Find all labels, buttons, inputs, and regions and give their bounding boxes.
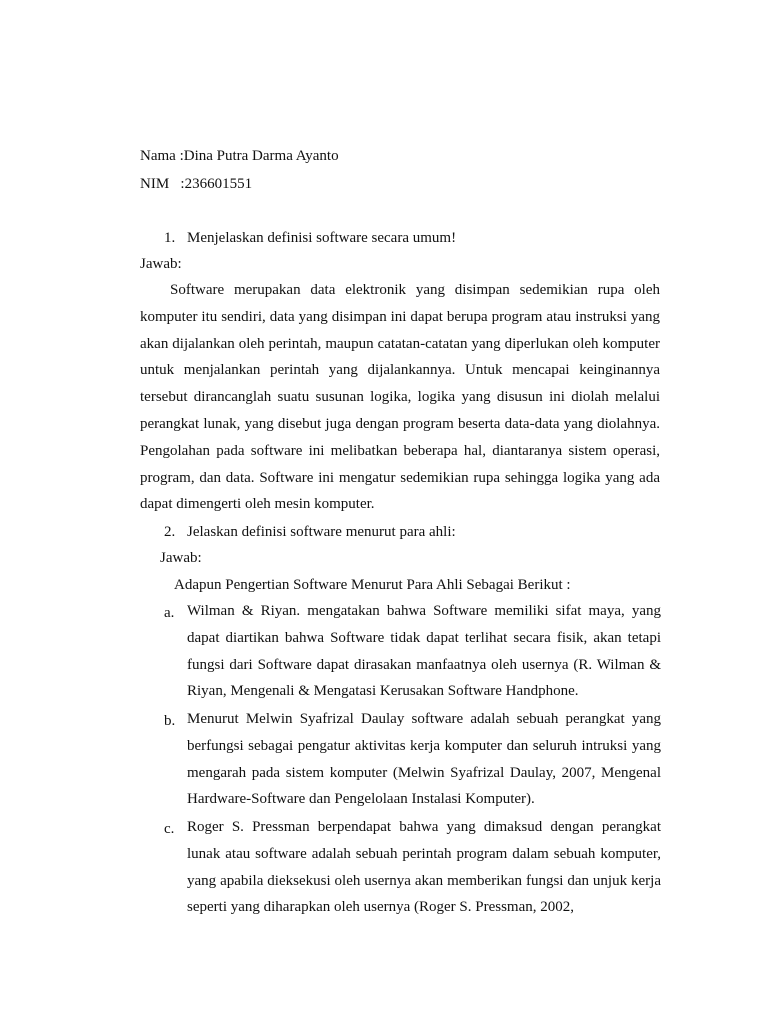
answer-1-paragraph: Software merupakan data elektronik yang disimpan sedemikian rupa oleh komputer itu sendiri, data yang disimpan ini dapat berupa program atau instruksi yang akan dijalankan oleh perintah, maupun catatan-catatan yang diperlukan oleh komputer untuk menjalankan perintah yang dijalankannya. Untuk mencapai keinginannya tersebut dirancanglah suatu susunan logika, logika yang disusun ini diolah melalui perangkat lunak, yang disebut juga dengan program beserta data-data yang diolahnya. Pengolahan pada software ini melibatkan beberapa hal, diantaranya sistem operasi, program, dan data. Software ini mengatur sedemikian rupa sehingga logika yang ada dapat dimengerti oleh mesin komputer. — [140, 282, 660, 513]
list-item-a-marker: a. — [164, 605, 175, 621]
answer-2-label: Jawab: — [160, 550, 202, 566]
list-item-b-marker: b. — [164, 713, 176, 729]
question-2-number: 2. — [164, 524, 176, 540]
list-item-b-text: Menurut Melwin Syafrizal Daulay software adalah sebuah perangkat yang berfungsi sebagai pengatur aktivitas kerja komputer dan seluruh intruksi yang mengarah pada sistem komputer (Melwin Syafrizal Daulay, 2007, Mengenal Hardware-Software dan Pengelolaan Instalasi Komputer). — [187, 711, 661, 808]
list-item-c-marker: c. — [164, 821, 175, 837]
student-nim: NIM :236601551 — [140, 176, 253, 192]
list-item-c-text: Roger S. Pressman berpendapat bahwa yang dimaksud dengan perangkat lunak atau software adalah sebuah perintah program dalam sebuah komputer, yang apabila dieksekusi oleh usernya akan memberikan fungsi dan unjuk kerja seperti yang diharapkan oleh usernya (Roger S. Pressman, 2002, — [187, 819, 661, 916]
answer-1-label: Jawab: — [140, 256, 182, 272]
list-item-a-text: Wilman & Riyan. mengatakan bahwa Software memiliki sifat maya, yang dapat diartikan bahwa Software tidak dapat terlihat secara fisik, akan tetapi fungsi dari Software dapat dirasakan manfaatnya oleh usernya (R. Wilman & Riyan, Mengenali & Mengatasi Kerusakan Software Handphone. — [187, 603, 661, 700]
student-name: Nama :Dina Putra Darma Ayanto — [140, 148, 339, 164]
answer-2-intro: Adapun Pengertian Software Menurut Para Ahli Sebagai Berikut : — [174, 577, 571, 593]
question-1-text: Menjelaskan definisi software secara umum! — [187, 230, 457, 246]
question-1-number: 1. — [164, 230, 176, 246]
question-2-text: Jelaskan definisi software menurut para ahli: — [187, 524, 456, 540]
